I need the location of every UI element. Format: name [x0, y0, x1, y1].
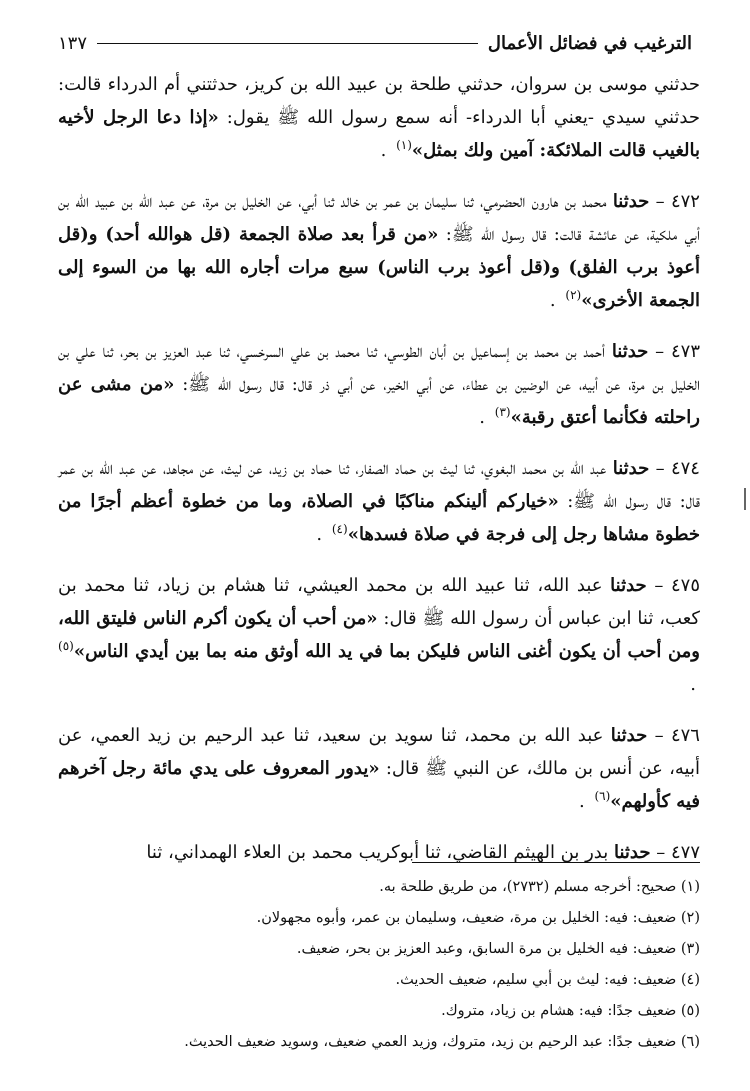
hadith-number: ٤٧٥ – — [654, 575, 700, 596]
paragraph-end: . — [549, 290, 556, 311]
hadith-text: «إذا دعا الرجل لأخيه بالغيب قالت الملائكة: آمين ولك بمثل» — [58, 107, 700, 161]
header-rule — [97, 43, 478, 44]
footnote-marker[interactable]: (٥) — [58, 639, 74, 653]
hadith-text: «من مشى عن راحلته فكأنما أعتق رقبة» — [58, 374, 700, 428]
running-header — [58, 30, 692, 56]
footnote-item: (٢) ضعيف: فيه: الخليل بن مرة، ضعيف، وسليمان بن عمر، وأبوه مجهولان. — [256, 910, 700, 926]
footnote-marker[interactable]: (٣) — [494, 405, 511, 419]
footnote-divider — [412, 862, 700, 863]
chain-text: عبد الله، ثنا عبيد الله بن محمد العيشي، ثنا هشام بن زياد، ثنا محمد بن كعب، ثنا ابن عباس أن رسول الله ﷺ قال: — [58, 575, 700, 629]
hadith-paragraph — [58, 836, 700, 869]
hadith-number: ٤٧٧ – — [656, 842, 700, 863]
paragraph-end: . — [316, 524, 323, 545]
hadith-paragraph — [58, 185, 700, 317]
hadith-number: ٤٧٣ – — [655, 341, 700, 362]
chain-text: حدثني موسى بن سروان، حدثني طلحة بن عبيد الله بن كريز، حدثتني أم الدرداء قالت: حدثني سيدي -يعني أبا الدرداء- أنه سمع رسول الله ﷺ يقول: — [58, 74, 700, 128]
hadith-paragraph — [58, 569, 700, 701]
chain-lead: حدثنا — [610, 725, 648, 746]
main-text — [58, 68, 700, 887]
hadith-number: ٤٧٤ – — [655, 458, 700, 479]
hadith-paragraph — [58, 452, 700, 551]
hadith-paragraph — [58, 335, 700, 434]
hadith-text: «خياركم ألينكم مناكبًا في الصلاة، وما من خطوة أعظم أجرًا من خطوة مشاها رجل إلى فرجة في صلاة فسدها» — [58, 491, 700, 545]
paragraph-end: . — [690, 674, 696, 695]
hadith-text: «يدور المعروف على يدي مائة رجل آخرهم فيه كأولهم» — [58, 758, 700, 812]
footnote-marker[interactable]: (٤) — [331, 522, 348, 536]
hadith-number: ٤٧٢ – — [655, 191, 700, 212]
footnote-marker[interactable]: (١) — [396, 138, 412, 152]
footnotes-section — [90, 872, 700, 1058]
chain-lead: حدثنا — [612, 191, 650, 212]
hadith-number: ٤٧٦ – — [654, 725, 700, 746]
footnote-marker[interactable]: (٦) — [594, 789, 611, 803]
footnote-item: (٣) ضعيف: فيه الخليل بن مرة السابق، وعبد العزيز بن بحر، ضعيف. — [296, 941, 700, 957]
running-title: الترغيب في فضائل الأعمال — [487, 32, 692, 54]
chain-text: محمد بن هارون الحضرمي، ثنا سليمان بن عمر بن خالد ثنا أبي، عن الخليل بن مرة، عن عبد الله بن عبيد الله بن أبي ملكية، عن عائشة قالت: قال رسول الله ﷺ: — [58, 191, 700, 245]
chain-lead: حدثنا — [612, 458, 650, 479]
paragraph-end: . — [479, 407, 486, 428]
page-number: ١٣٧ — [58, 32, 88, 54]
hadith-paragraph — [58, 68, 700, 167]
hadith-paragraph — [58, 719, 700, 818]
chain-text: أحمد بن محمد بن إسماعيل بن أبان الطوسي، ثنا محمد بن علي السرخسي، ثنا عبد العزيز بن بحر، ثنا علي بن الخليل بن مرة، عن أبيه، عن الوضين بن عطاء، عن أبي الخير، عن أبي ذر قال: قال رسول الله ﷺ: — [58, 341, 701, 395]
chain-lead: حدثنا — [614, 842, 651, 863]
footnote-item: (٤) ضعيف: فيه: ليث بن أبي سليم، ضعيف الحديث. — [395, 972, 700, 988]
paragraph-end: . — [578, 791, 585, 812]
footnote-marker[interactable]: (٢) — [565, 288, 582, 302]
chain-text: بدر بن الهيثم القاضي، ثنا أبوكريب محمد بن العلاء الهمداني، ثنا — [146, 842, 609, 863]
footnote-item: (١) صحيح: أخرجه مسلم (٢٧٣٢)، من طريق طلحة به. — [379, 879, 700, 895]
hadith-text: «من قرأ بعد صلاة الجمعة (قل هوالله أحد) و(قل أعوذ برب الفلق) و(قل أعوذ برب الناس) سبع مرات أجاره الله بها من السوء إلى الجمعة الأخرى» — [58, 224, 700, 311]
chain-lead: حدثنا — [610, 575, 647, 596]
chain-text: عبد الله بن محمد البغوي، ثنا ليث بن حماد الصفار، ثنا حماد بن زيد، عن ليث، عن مجاهد، عن عبد الله بن عمر قال: قال رسول الله ﷺ: — [58, 458, 700, 512]
footnote-item: (٥) ضعيف جدًا: فيه: هشام بن زياد، متروك. — [441, 1003, 700, 1019]
chain-lead: حدثنا — [611, 341, 649, 362]
chain-text: عبد الله بن محمد، ثنا سويد بن سعيد، ثنا عبد الرحيم بن زيد العمي، عن أبيه، عن أنس بن مالك، عن النبي ﷺ قال: — [58, 725, 700, 779]
paragraph-end: . — [380, 140, 387, 161]
hadith-text: «من أحب أن يكون أكرم الناس فليتق الله، ومن أحب أن يكون أغنى الناس فليكن بما في يد الله أوثق منه بما بين أيدي الناس» — [58, 608, 700, 662]
footnote-item: (٦) ضعيف جدًا: عبد الرحيم بن زيد، متروك، وزيد العمي ضعيف، وسويد ضعيف الحديث. — [184, 1034, 700, 1050]
scan-edge-mark — [744, 488, 746, 510]
